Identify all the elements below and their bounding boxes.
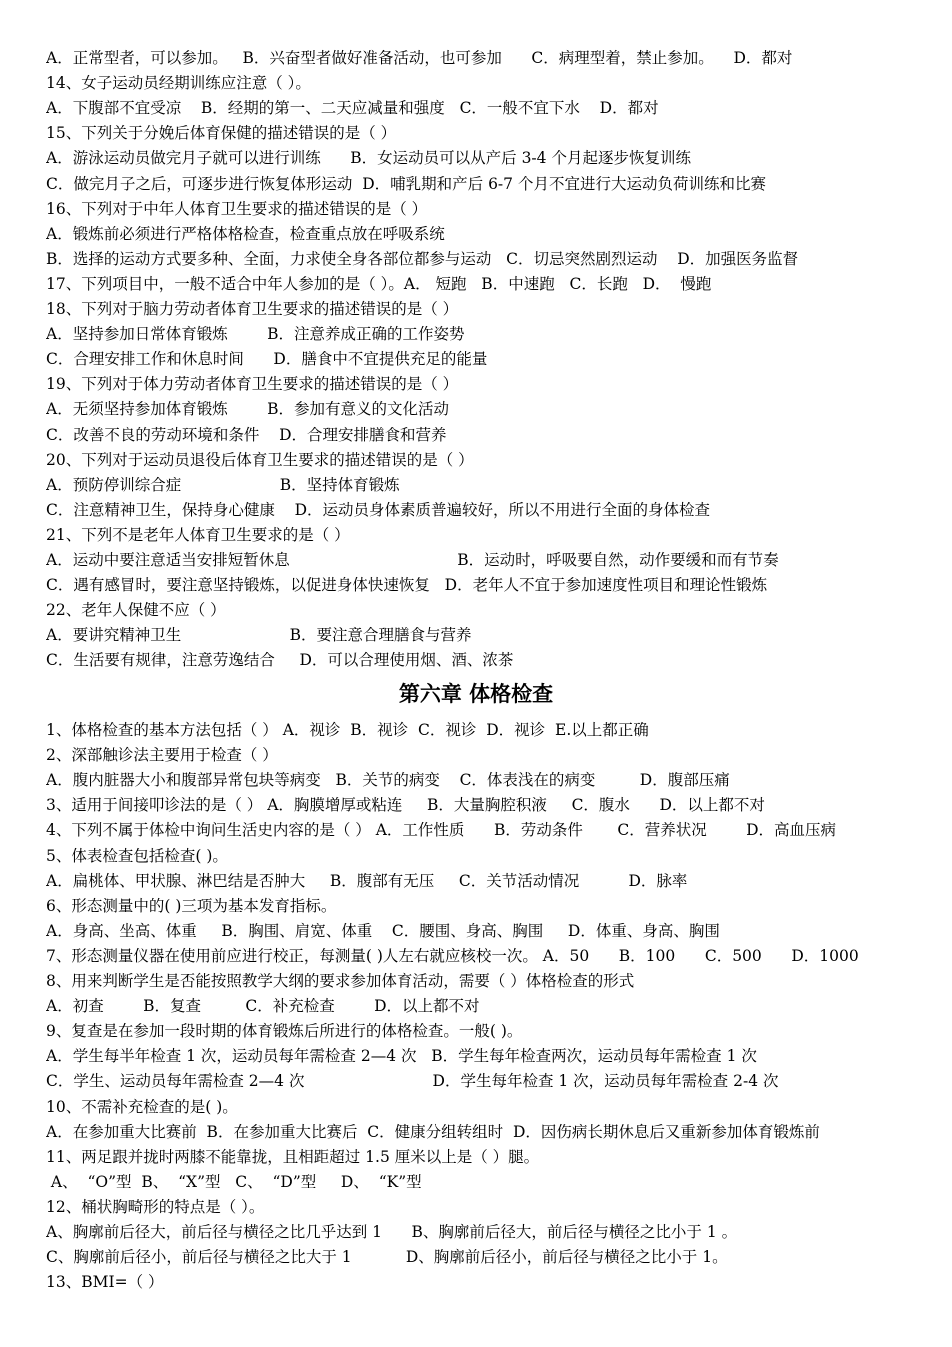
question-line: B．选择的运动方式要多种、全面，力求使全身各部位都参与运动 C．切忌突然剧烈运动 D．加强医务监督 (46, 249, 799, 268)
question-line: A．预防停训综合症 B．坚持体育锻炼 (46, 475, 400, 494)
question-line: A．学生每半年检查 1 次，运动员每年需检查 2—4 次 B．学生每年检查两次，运动员每年需检查 1 次 (46, 1047, 757, 1066)
question-line: 19、下列对于体力劳动者体育卫生要求的描述错误的是（ ） (46, 375, 459, 394)
question-line: 12、桶状胸畸形的特点是（ ）。 (46, 1197, 265, 1216)
question-line: C．生活要有规律，注意劳逸结合 D．可以合理使用烟、酒、浓茶 (46, 651, 514, 670)
question-line: 2、深部触诊法主要用于检查（ ） (46, 746, 278, 765)
question-line: A．要讲究精神卫生 B．要注意合理膳食与营养 (46, 626, 472, 645)
question-line: 18、下列对于脑力劳动者体育卫生要求的描述错误的是（ ） (46, 300, 459, 318)
question-line: 20、下列对于运动员退役后体育卫生要求的描述错误的是（ ） (46, 450, 474, 469)
question-line: 5、体表检查包括检查( )。 (46, 846, 228, 865)
question-line: 6、形态测量中的( )三项为基本发育指标。 (46, 896, 337, 915)
question-line: 17、下列项目中，一般不适合中年人参加的是（ ）。A． 短跑 B．中速跑 C．长跑 D． 慢跑 (46, 274, 712, 293)
question-line: 15、下列关于分娩后体育保健的描述错误的是（ ） (46, 124, 397, 143)
question-line: 9、复查是在参加一段时期的体育锻炼后所进行的体格检查。一般( )。 (46, 1022, 523, 1041)
question-line: C．注意精神卫生，保持身心健康 D．运动员身体素质普遍较好，所以不用进行全面的身体检查 (46, 500, 710, 519)
question-line: 10、不需补充检查的是( )。 (46, 1097, 238, 1116)
question-line: C．遇有感冒时，要注意坚持锻炼，以促进身体快速恢复 D．老年人不宜于参加速度性项目和理论性锻炼 (46, 576, 768, 595)
question-line: C．学生、运动员每年需检查 2—4 次 D．学生每年检查 1 次，运动员每年需检查 2-4 次 (46, 1072, 779, 1091)
chapter-title: 第六章 体格检查 (398, 682, 554, 706)
question-line: A．腹内脏器大小和腹部异常包块等病变 B．关节的病变 C．体表浅在的病变 D．腹部压痛 (46, 771, 730, 790)
question-line: A．锻炼前必须进行严格体格检查，检查重点放在呼吸系统 (46, 224, 445, 243)
question-line: C、胸廓前后径小，前后径与横径之比大于 1 D、胸廓前后径小，前后径与横径之比小于 1。 (46, 1248, 728, 1267)
question-line: A．坚持参加日常体育锻炼 B．注意养成正确的工作姿势 (46, 325, 465, 344)
question-line: A、胸廓前后径大，前后径与横径之比几乎达到 1 B、胸廓前后径大，前后径与横径之比小于 1 。 (46, 1223, 738, 1241)
question-line: A．运动中要注意适当安排短暂休息 B．运动时，呼吸要自然，动作要缓和而有节奏 (46, 551, 779, 569)
question-line: 11、两足跟并拢时两膝不能靠拢，且相距超过 1.5 厘米以上是（ ）腿。 (46, 1147, 540, 1166)
question-line: A．身高、坐高、体重 B．胸围、肩宽、体重 C．腰围、身高、胸围 D．体重、身高、胸围 (46, 921, 720, 940)
question-line: C．做完月子之后，可逐步进行恢复体形运动 D．哺乳期和产后 6-7 个月不宜进行大运动负荷训练和比赛 (46, 174, 766, 193)
question-line: A．游泳运动员做完月子就可以进行训练 B．女运动员可以从产后 3-4 个月起逐步恢复训练 (46, 149, 691, 168)
question-line: A．在参加重大比赛前 B．在参加重大比赛后 C．健康分组转组时 D．因伤病长期休息后又重新参加体育锻炼前 (46, 1122, 820, 1141)
question-line: 1、体格检查的基本方法包括（ ） A．视诊 B．视诊 C．视诊 D．视诊 E.以上都正确 (46, 721, 649, 739)
question-line: 4、下列不属于体检中询问生活史内容的是（ ） A．工作性质 B．劳动条件 C．营养状况 D．高血压病 (46, 821, 837, 840)
question-line: 8、用来判断学生是否能按照教学大纲的要求参加体育活动，需要（ ）体格检查的形式 (46, 972, 635, 990)
question-line: A．扁桃体、甲状腺、淋巴结是否肿大 B．腹部有无压 C．关节活动情况 D．脉率 (46, 871, 688, 890)
question-line: A．初查 B．复查 C．补充检查 D．以上都不对 (46, 997, 480, 1016)
question-line: C．改善不良的劳动环境和条件 D．合理安排膳食和营养 (46, 425, 447, 444)
question-line: 21、下列不是老年人体育卫生要求的是（ ） (46, 525, 350, 544)
question-line: 22、老年人保健不应（ ） (46, 601, 226, 620)
question-line: 16、下列对于中年人体育卫生要求的描述错误的是（ ） (46, 199, 428, 218)
question-line: A．正常型者，可以参加。 B．兴奋型者做好准备活动，也可参加 C．病理型着，禁止参加。 D．都对 (46, 49, 793, 67)
question-line: C．合理安排工作和休息时间 D．膳食中不宜提供充足的能量 (46, 350, 488, 369)
question-line: A．无须坚持参加体育锻炼 B．参加有意义的文化活动 (46, 400, 450, 419)
question-line: 7、形态测量仪器在使用前应进行校正，每测量( )人左右就应核校一次。 A．50 B．100 C．500 D．1000 (46, 946, 859, 965)
question-line: A、 “O”型 B、 “X”型 C、 “D”型 D、 “K”型 (46, 1172, 422, 1191)
question-line: 13、BMI=（ ） (46, 1273, 164, 1292)
question-line: A．下腹部不宜受凉 B．经期的第一、二天应减量和强度 C．一般不宜下水 D．都对 (46, 99, 659, 118)
question-line: 14、女子运动员经期训练应注意（ ）。 (46, 74, 311, 93)
question-line: 3、适用于间接叩诊法的是（ ） A．胸膜增厚或粘连 B．大量胸腔积液 C．腹水 D．以上都不对 (46, 796, 765, 815)
